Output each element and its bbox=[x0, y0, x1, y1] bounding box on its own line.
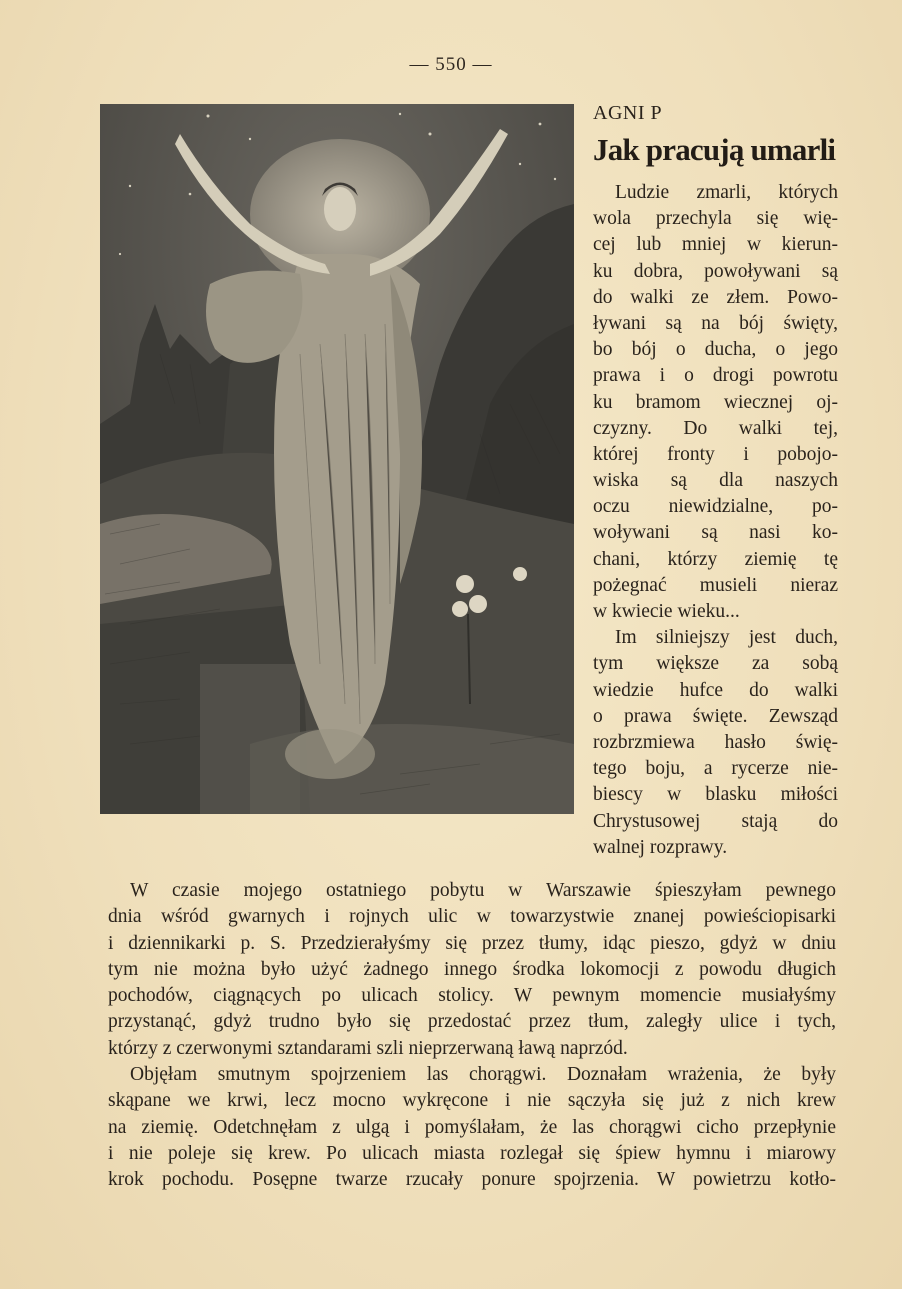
text-line: woływani są nasi ko- bbox=[593, 522, 838, 544]
text-line: pożegnać musieli nieraz bbox=[593, 574, 838, 596]
text-line: pochodów, ciągnących po ulicach stolicy. W pewnym momencie musiałyśmy bbox=[108, 985, 836, 1007]
side-text bbox=[593, 180, 838, 861]
illustration-image bbox=[100, 104, 574, 814]
text-line: o prawa święte. Zewsząd bbox=[593, 705, 838, 727]
text-line: przystanąć, gdyż trudno było się przedostać przez tłum, zaległy ulice i tych, bbox=[108, 1011, 836, 1033]
text-line: krok pochodu. Posępne twarze rzucały ponure spojrzenia. W powietrzu kotło- bbox=[108, 1169, 836, 1191]
text-line: ku bramom wiecznej oj- bbox=[593, 391, 838, 413]
text-line: ku dobra, powoływani są bbox=[593, 260, 838, 282]
text-line: którzy z czerwonymi sztandarami szli nieprzerwaną ławą naprzód. bbox=[108, 1037, 628, 1059]
text-line: na ziemię. Odetchnęłam z ulgą i pomyślałam, że las chorągwi cicho przepłynie bbox=[108, 1116, 836, 1138]
text-line: której fronty i pobojo- bbox=[593, 443, 838, 465]
text-line: walnej rozprawy. bbox=[593, 836, 728, 858]
text-line: Objęłam smutnym spojrzeniem las chorągwi. Doznałam wrażenia, że były bbox=[130, 1064, 836, 1086]
text-line: ływani są na bój święty, bbox=[593, 312, 838, 334]
text-line: wiska są dla naszych bbox=[593, 470, 838, 492]
text-line: wiedzie hufce do walki bbox=[593, 679, 838, 701]
text-line: dnia wśród gwarnych i rojnych ulic w towarzystwie znanej powieściopisarki bbox=[108, 906, 836, 928]
text-line: skąpane we krwi, lecz mocno wykręcone i nie sączyła się już z nich krew bbox=[108, 1090, 836, 1112]
text-line: i nie poleje się krew. Po ulicach miasta rozlegał się śpiew hymnu i miarowy bbox=[108, 1142, 836, 1164]
illustration bbox=[100, 104, 574, 814]
text-line: tym nie można było użyć żadnego innego środka lokomocji z powodu długich bbox=[108, 958, 836, 980]
text-line: Ludzie zmarli, których bbox=[615, 182, 838, 203]
text-line: prawa i o drogi powrotu bbox=[593, 365, 838, 387]
text-line: czyzny. Do walki tej, bbox=[593, 417, 838, 439]
text-line: Im silniejszy jest duch, bbox=[615, 627, 838, 649]
article-author: AGNI P bbox=[593, 102, 663, 124]
text-line: oczu niewidzialne, po- bbox=[593, 496, 838, 518]
text-line: bo bój o ducha, o jego bbox=[593, 339, 838, 361]
full-width-text bbox=[108, 878, 836, 1194]
text-line: do walki ze złem. Powo- bbox=[593, 286, 838, 308]
text-line: tego boju, a rycerze nie- bbox=[593, 758, 838, 780]
text-line: biescy w blasku miłości bbox=[593, 784, 838, 806]
text-line: wola przechyla się wię- bbox=[593, 208, 838, 230]
text-line: w kwiecie wieku... bbox=[593, 601, 740, 622]
side-column bbox=[593, 100, 838, 861]
text-line: cej lub mniej w kierun- bbox=[593, 234, 838, 256]
text-line: i dziennikarki p. S. Przedzierałyśmy się przez tłumy, idąc pieszo, gdyż w dniu bbox=[108, 932, 836, 954]
page-number: — 550 — bbox=[409, 54, 493, 75]
text-line: chani, którzy ziemię tę bbox=[593, 548, 838, 570]
text-line: Chrystusowej stają do bbox=[593, 810, 838, 832]
text-line: rozbrzmiewa hasło świę- bbox=[593, 731, 838, 753]
text-line: tym większe za sobą bbox=[593, 653, 838, 675]
text-line: W czasie mojego ostatniego pobytu w Warszawie śpieszyłam pewnego bbox=[130, 880, 836, 901]
article-title: Jak pracują umarli bbox=[593, 132, 836, 167]
